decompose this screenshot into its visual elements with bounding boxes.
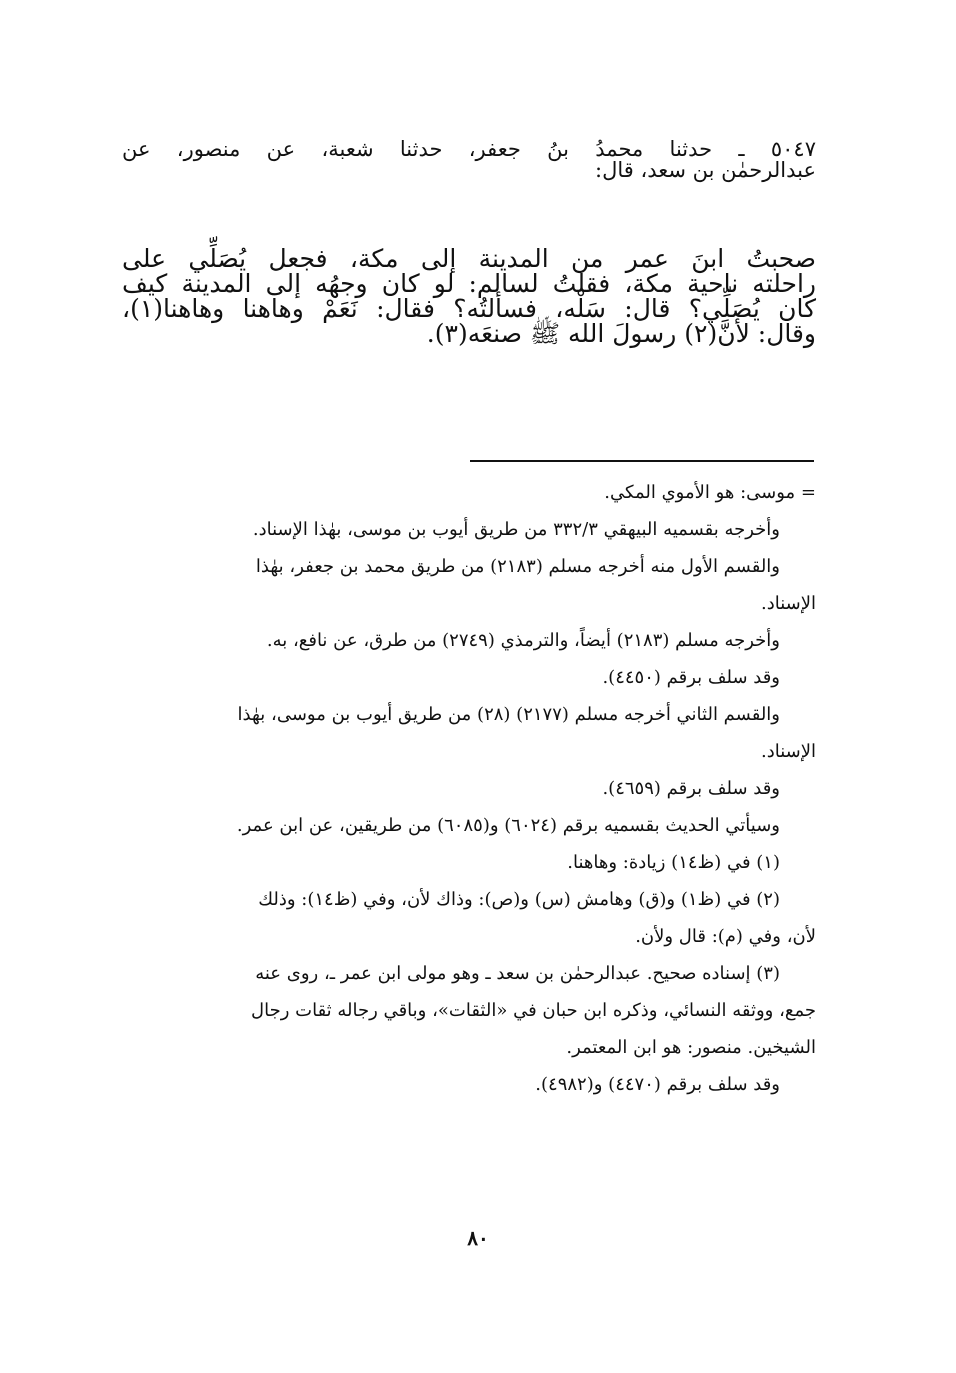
matn-line: راحلته ناحية مكة، فقلتُ لسالم: لو كان وجهُه إلى المدينة كيف: [122, 269, 816, 298]
footnote-line: الإسناد.: [760, 593, 816, 614]
matn-line: صحبتُ ابنَ عمر من المدينة إلى مكة، فجعل يُصَلِّي على: [122, 244, 816, 273]
hadith-matn: [122, 233, 816, 360]
page-number: ٨٠: [467, 1226, 489, 1250]
footnote-line: والقسم الأول منه أخرجه مسلم (٢١٨٣) من طريق محمد بن جعفر، بهٰذا: [255, 556, 780, 577]
footnote-line: الإسناد.: [760, 741, 816, 762]
footnote-line: (٢) في (ظ١) و(ق) وهامش (س) و(ص): وذاك لأن، وفي (ظ١٤): وذلك: [258, 889, 780, 910]
heading-line: ٥٠٤٧ ـ حدثنا محمدُ بنُ جعفر، حدثنا شعبة، عن منصور، عن: [122, 137, 816, 161]
footnote-line: = موسى: هو الأموي المكي.: [604, 482, 816, 503]
heading-line: عبدالرحمٰن بن سعد، قال:: [595, 158, 816, 182]
footnote-line: الشيخين. منصور: هو ابن المعتمر.: [566, 1037, 816, 1058]
footnote-line: وسيأتي الحديث بقسميه برقم (٦٠٢٤) و(٦٠٨٥) من طريقين، عن ابن عمر.: [236, 815, 780, 836]
footnote-line: وأخرجه مسلم (٢١٨٣) أيضاً، والترمذي (٢٧٤٩) من طرق، عن نافع، به.: [266, 630, 780, 651]
footnote-divider: [470, 460, 814, 462]
footnotes: [122, 474, 816, 1103]
footnote-line: وقد سلف برقم (٤٦٥٩).: [602, 778, 780, 799]
footnote-line: (٣) إسناده صحيح. عبدالرحمٰن بن سعد ـ وهو مولى ابن عمر ـ، روى عنه: [255, 963, 780, 984]
footnote-line: وقد سلف برقم (٤٤٧٠) و(٤٩٨٢).: [535, 1074, 780, 1095]
footnote-line: جمع، ووثقه النسائي، وذكره ابن حبان في «الثقات»، وباقي رجاله ثقات رجال: [251, 1000, 816, 1021]
footnote-line: (١) في (ظ١٤) زيادة: وهاهنا.: [567, 852, 780, 873]
footnote-line: وأخرجه بقسميه البيهقي ٣٣٢/٣ من طريق أيوب بن موسى، بهٰذا الإسناد.: [252, 519, 780, 540]
hadith-heading: [122, 128, 816, 191]
footnote-line: لأن، وفي (م): قال ولأن.: [635, 926, 816, 947]
matn-line: كان يُصَلِّي؟ قال: سَلْه، فسألتُه؟ فقال: نَعَمْ وهاهنا وهاهنا(١)،: [122, 294, 816, 323]
footnote-line: وقد سلف برقم (٤٤٥٠).: [602, 667, 780, 688]
footnote-line: والقسم الثاني أخرجه مسلم (٢١٧٧) (٢٨) من طريق أيوب بن موسى، بهٰذا: [237, 704, 780, 725]
matn-line: وقال: لأنَّ(٢) رسولَ الله ﷺ صنعَه(٣).: [426, 319, 816, 348]
